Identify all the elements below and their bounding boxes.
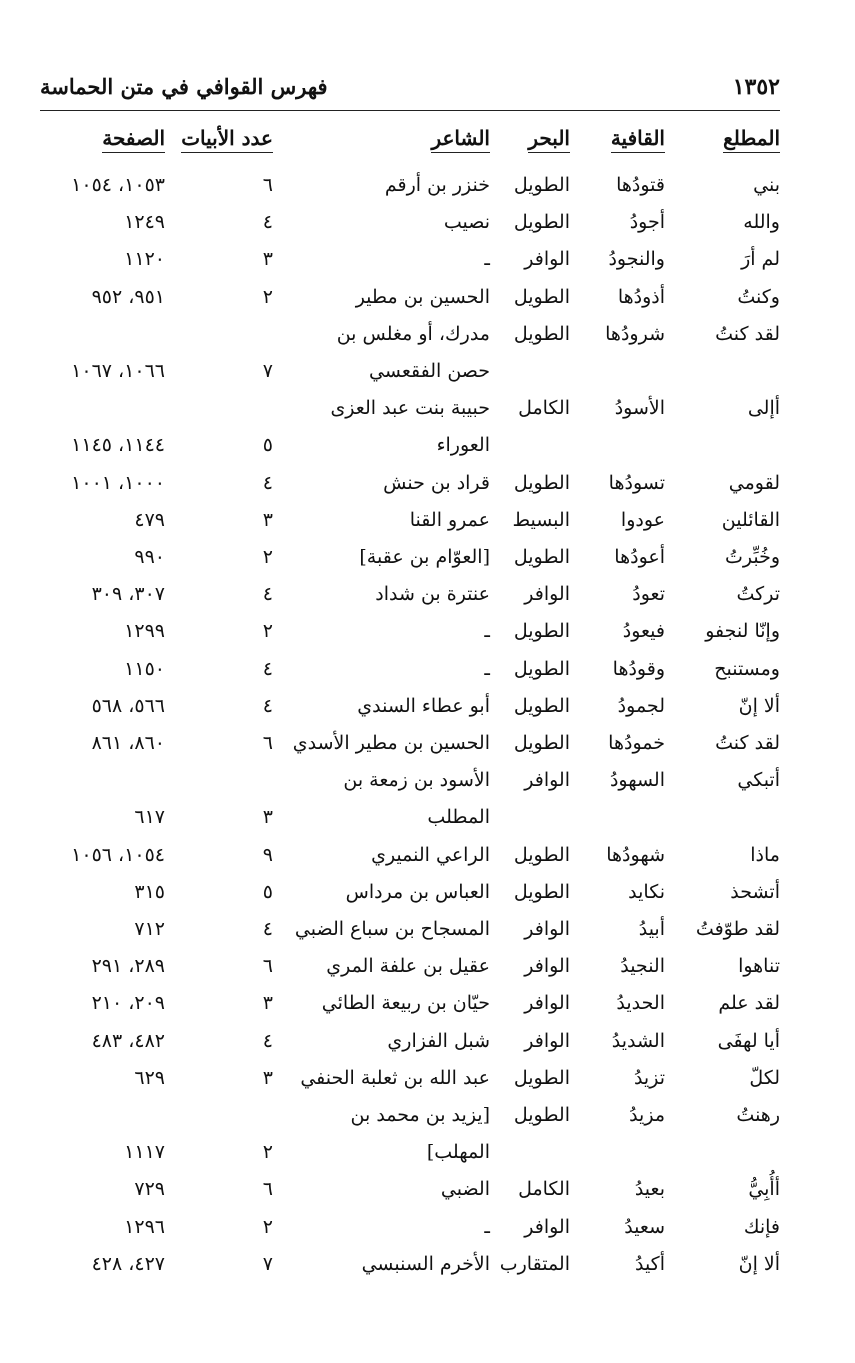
cell-bahr: الوافر xyxy=(524,992,570,1015)
cell-qafia: تعودُ xyxy=(632,583,665,606)
cell-count: ٣ xyxy=(262,1066,273,1089)
cell-count: ٢ xyxy=(262,285,273,308)
cell-count: ٢ xyxy=(262,546,273,568)
cell-bahr: الوافر xyxy=(524,1029,570,1052)
cell-page: ٢٨٩، ٢٩١ xyxy=(91,955,165,978)
cell-qafia: بعيدُ xyxy=(634,1178,665,1201)
cell-qafia: لجمودُ xyxy=(617,694,665,717)
cell-count: ٢ xyxy=(262,1141,273,1164)
cell-matla: تناهوا xyxy=(738,955,780,978)
table-row xyxy=(0,654,855,691)
table-row xyxy=(0,505,855,542)
cell-page: ٧١٢ xyxy=(134,918,165,940)
cell-poet: مدرك، أو مغلس بن xyxy=(336,322,490,345)
table-row xyxy=(0,1100,855,1137)
cell-count: ٩ xyxy=(262,843,273,866)
cell-bahr: الطويل xyxy=(513,843,570,866)
table-row xyxy=(0,1249,855,1286)
table-row xyxy=(0,244,855,281)
cell-count: ٢ xyxy=(262,1215,273,1238)
cell-bahr: الطويل xyxy=(513,657,570,680)
cell-poet: [العوّام بن عقبة] xyxy=(359,546,490,568)
cell-count: ٦ xyxy=(262,732,273,754)
cell-poet: ـ xyxy=(484,248,490,271)
cell-count: ٥ xyxy=(262,880,273,903)
cell-qafia: سعيدُ xyxy=(624,1215,665,1238)
table-row xyxy=(0,840,855,877)
cell-matla: ألا إنّ xyxy=(738,694,780,717)
cell-poet: [يزيد بن محمد بن xyxy=(350,1104,490,1126)
running-title: فهرس القوافي في متن الحماسة xyxy=(40,74,328,99)
cell-bahr: الطويل xyxy=(513,322,570,345)
cell-poet: العوراء xyxy=(436,434,490,457)
cell-bahr: الطويل xyxy=(513,211,570,234)
cell-bahr: الوافر xyxy=(524,955,570,978)
cell-matla: لم أرَ xyxy=(741,248,780,271)
cell-matla: وخُبِّرتُ xyxy=(724,546,780,568)
table-row xyxy=(0,1137,855,1174)
cell-bahr: الطويل xyxy=(513,732,570,754)
cell-page: ٧٢٩ xyxy=(134,1178,165,1201)
cell-poet: أبو عطاء السندي xyxy=(357,694,490,717)
table-row xyxy=(0,319,855,356)
table-row xyxy=(0,691,855,728)
cell-bahr: الوافر xyxy=(524,583,570,606)
table-row xyxy=(0,430,855,467)
cell-matla: ومستنبح xyxy=(714,657,780,680)
column-headers xyxy=(0,122,855,158)
cell-qafia: أبيدُ xyxy=(638,918,665,940)
cell-qafia: وقودُها xyxy=(612,657,665,680)
table-row xyxy=(0,1063,855,1100)
cell-matla: أأُبِيُّ xyxy=(748,1178,780,1201)
cell-bahr: الطويل xyxy=(513,1104,570,1126)
cell-poet: المهلب] xyxy=(426,1141,490,1164)
header-poet: الشاعر xyxy=(431,126,490,153)
cell-matla: تركتُ xyxy=(736,583,780,606)
cell-matla: رهنتُ xyxy=(736,1104,780,1126)
cell-qafia: شرودُها xyxy=(605,322,665,345)
header-bahr: البحر xyxy=(528,126,570,153)
cell-qafia: الحديدُ xyxy=(616,992,665,1015)
table-row xyxy=(0,877,855,914)
cell-bahr: الوافر xyxy=(524,769,570,792)
cell-poet: قراد بن حنش xyxy=(383,471,490,494)
cell-poet: الحسين بن مطير xyxy=(355,285,490,308)
cell-count: ٣ xyxy=(262,508,273,531)
cell-matla: لكلّ xyxy=(749,1066,780,1089)
cell-qafia: نكايد xyxy=(628,880,665,903)
table-row xyxy=(0,765,855,802)
cell-bahr: الطويل xyxy=(513,694,570,717)
cell-poet: عبد الله بن ثعلبة الحنفي xyxy=(300,1066,490,1089)
cell-poet: ـ xyxy=(484,657,490,680)
cell-matla: فإنك xyxy=(743,1215,780,1238)
table-row xyxy=(0,914,855,951)
cell-count: ٧ xyxy=(262,1252,273,1275)
cell-bahr: الوافر xyxy=(524,918,570,940)
cell-poet: الضبي xyxy=(440,1178,490,1201)
cell-count: ٤ xyxy=(262,583,273,606)
cell-poet: المسجاح بن سباع الضبي xyxy=(294,918,490,940)
cell-matla: لقد كنتُ xyxy=(715,732,780,754)
header-matla: المطلع xyxy=(723,126,780,153)
cell-bahr: الكامل xyxy=(518,1178,570,1201)
cell-page: ١٢٩٩ xyxy=(124,620,165,643)
cell-poet: عقيل بن علفة المري xyxy=(326,955,490,978)
cell-poet: المطلب xyxy=(427,806,490,829)
cell-matla: لقد كنتُ xyxy=(715,322,780,345)
cell-page: ١٠٦٦، ١٠٦٧ xyxy=(71,360,165,382)
cell-poet: نصيب xyxy=(443,211,490,234)
cell-bahr: الطويل xyxy=(513,285,570,308)
cell-count: ٢ xyxy=(262,620,273,643)
cell-qafia: شهودُها xyxy=(606,843,665,866)
cell-qafia: قتودُها xyxy=(616,174,665,196)
header-rule xyxy=(40,110,780,111)
cell-matla: ماذا xyxy=(750,843,780,866)
cell-matla: بني xyxy=(753,174,780,196)
table-row xyxy=(0,802,855,839)
cell-page: ٨٦٠، ٨٦١ xyxy=(91,732,165,754)
page-number: ١٣٥٢ xyxy=(732,74,780,100)
cell-poet: ـ xyxy=(484,620,490,643)
cell-matla: والله xyxy=(743,211,780,234)
cell-poet: ـ xyxy=(484,1215,490,1238)
cell-qafia: الشديدُ xyxy=(611,1029,665,1052)
cell-bahr: الطويل xyxy=(513,174,570,196)
cell-bahr: الكامل xyxy=(518,397,570,420)
cell-qafia: فيعودُ xyxy=(622,620,665,643)
cell-count: ٣ xyxy=(262,806,273,829)
cell-bahr: الطويل xyxy=(513,880,570,903)
cell-matla: أتبكي xyxy=(737,769,780,792)
cell-count: ٤ xyxy=(262,1029,273,1052)
table-row xyxy=(0,579,855,616)
cell-bahr: الطويل xyxy=(513,471,570,494)
cell-page: ٣٠٧، ٣٠٩ xyxy=(91,583,165,606)
cell-bahr: المتقارب xyxy=(499,1252,570,1275)
cell-qafia: الأسودُ xyxy=(614,397,665,420)
table-row xyxy=(0,356,855,393)
cell-page: ٢٠٩، ٢١٠ xyxy=(91,992,165,1015)
running-head xyxy=(40,70,780,104)
cell-qafia: أعودُها xyxy=(614,546,665,568)
table-row xyxy=(0,282,855,319)
cell-poet: عمرو القنا xyxy=(409,508,490,531)
cell-poet: الأسود بن زمعة بن xyxy=(343,769,490,792)
cell-qafia: عودوا xyxy=(620,508,665,531)
table-row xyxy=(0,988,855,1025)
cell-count: ٤ xyxy=(262,657,273,680)
cell-matla: ألا إنّ xyxy=(738,1252,780,1275)
cell-qafia: تزيدُ xyxy=(633,1066,665,1089)
cell-poet: الأخرم السنبسي xyxy=(361,1252,490,1275)
cell-page: ١١٥٠ xyxy=(124,657,165,680)
table-row xyxy=(0,207,855,244)
cell-count: ٦ xyxy=(262,1178,273,1201)
cell-qafia: خمودُها xyxy=(608,732,665,754)
cell-qafia: تسودُها xyxy=(608,471,665,494)
cell-page: ٦١٧ xyxy=(134,806,165,829)
table-row xyxy=(0,616,855,653)
cell-page: ٦٢٩ xyxy=(134,1066,165,1089)
cell-count: ٤ xyxy=(262,694,273,717)
cell-poet: حصن الفقعسي xyxy=(369,360,490,382)
cell-poet: حيّان بن ربيعة الطائي xyxy=(321,992,490,1015)
cell-bahr: الوافر xyxy=(524,248,570,271)
cell-matla: وكنتُ xyxy=(737,285,780,308)
cell-bahr: الطويل xyxy=(513,620,570,643)
table-row xyxy=(0,1026,855,1063)
table-row xyxy=(0,170,855,207)
cell-qafia: أكيدُ xyxy=(634,1252,665,1275)
cell-poet: حبيبة بنت عبد العزى xyxy=(330,397,490,420)
header-qafia: القافية xyxy=(611,126,665,153)
cell-matla: أيا لهفَى xyxy=(717,1029,780,1052)
cell-page: ٩٥١، ٩٥٢ xyxy=(91,285,165,308)
table-row xyxy=(0,1174,855,1211)
cell-count: ٥ xyxy=(262,434,273,457)
cell-page: ١٠٥٤، ١٠٥٦ xyxy=(71,843,165,866)
cell-qafia: والنجودُ xyxy=(608,248,665,271)
cell-count: ٧ xyxy=(262,360,273,382)
cell-page: ١٢٤٩ xyxy=(124,211,165,234)
cell-page: ١١١٧ xyxy=(124,1141,165,1164)
cell-count: ٣ xyxy=(262,992,273,1015)
cell-count: ٦ xyxy=(262,174,273,196)
cell-count: ٤ xyxy=(262,471,273,494)
cell-page: ١١٢٠ xyxy=(124,248,165,271)
cell-qafia: مزيدُ xyxy=(629,1104,665,1126)
cell-page: ٣١٥ xyxy=(134,880,165,903)
cell-page: ٤٢٧، ٤٢٨ xyxy=(91,1252,165,1275)
cell-bahr: الوافر xyxy=(524,1215,570,1238)
cell-page: ٥٦٦، ٥٦٨ xyxy=(91,694,165,717)
cell-bahr: الطويل xyxy=(513,1066,570,1089)
table-row xyxy=(0,728,855,765)
cell-bahr: البسيط xyxy=(512,508,570,531)
cell-poet: خنزر بن أرقم xyxy=(384,174,490,196)
cell-qafia: السهودُ xyxy=(609,769,665,792)
table-row xyxy=(0,393,855,430)
cell-poet: عنترة بن شداد xyxy=(375,583,490,606)
cell-matla: القائلين xyxy=(721,508,780,531)
cell-page: ١٢٩٦ xyxy=(124,1215,165,1238)
table-row xyxy=(0,468,855,505)
table-row xyxy=(0,1212,855,1249)
cell-bahr: الطويل xyxy=(513,546,570,568)
cell-page: ١١٤٤، ١١٤٥ xyxy=(71,434,165,457)
cell-poet: العباس بن مرداس xyxy=(345,880,490,903)
cell-page: ٩٩٠ xyxy=(134,546,165,568)
cell-count: ٦ xyxy=(262,955,273,978)
header-page: الصفحة xyxy=(102,126,165,153)
cell-count: ٤ xyxy=(262,211,273,234)
cell-poet: الراعي النميري xyxy=(371,843,490,866)
cell-page: ١٠٠٠، ١٠٠١ xyxy=(71,471,165,494)
cell-qafia: أذودُها xyxy=(617,285,665,308)
table-row xyxy=(0,542,855,579)
cell-page: ١٠٥٣، ١٠٥٤ xyxy=(71,174,165,196)
cell-page: ٤٨٢، ٤٨٣ xyxy=(91,1029,165,1052)
cell-matla: أتشحذ xyxy=(730,880,780,903)
cell-qafia: أجودُ xyxy=(629,211,665,234)
cell-count: ٣ xyxy=(262,248,273,271)
cell-matla: أإلى xyxy=(747,397,780,420)
cell-poet: شبل الفزاري xyxy=(387,1029,490,1052)
cell-matla: لقد طوّفتُ xyxy=(695,918,780,940)
cell-matla: وإنّا لنجفو xyxy=(705,620,780,643)
cell-poet: الحسين بن مطير الأسدي xyxy=(292,732,490,754)
cell-count: ٤ xyxy=(262,918,273,940)
cell-matla: لقد علم xyxy=(718,992,780,1015)
cell-qafia: النجيدُ xyxy=(620,955,665,978)
cell-matla: لقومي xyxy=(728,471,780,494)
header-count: عدد الأبيات xyxy=(181,126,273,153)
cell-page: ٤٧٩ xyxy=(134,508,165,531)
table-row xyxy=(0,951,855,988)
